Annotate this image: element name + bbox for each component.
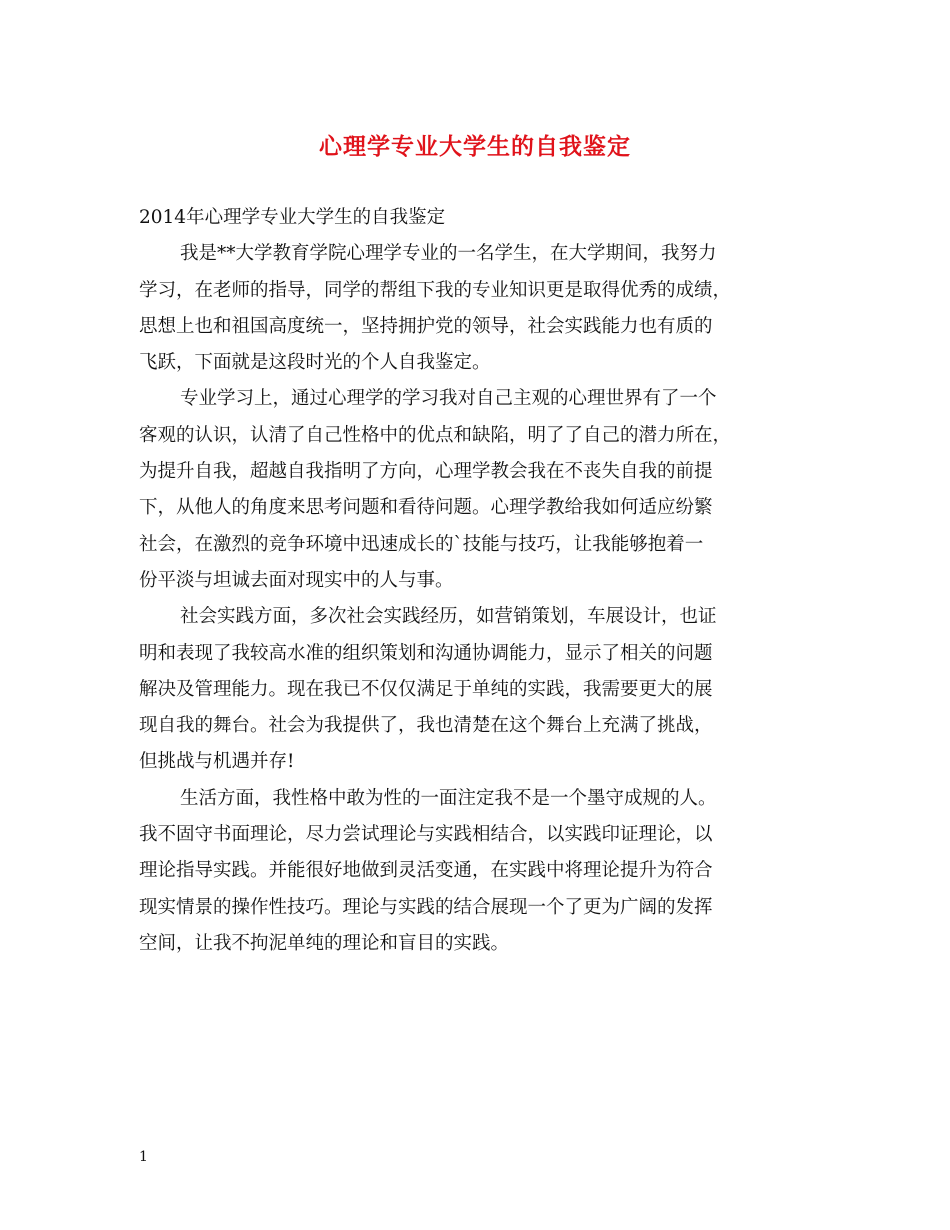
text-line: 解决及管理能力。现在我已不仅仅满足于单纯的实践，我需要更大的展	[139, 678, 713, 700]
text-line: 为提升自我，超越自我指明了方向，心理学教会我在不丧失自我的前提	[139, 461, 713, 483]
subtitle-line: 2014年心理学专业大学生的自我鉴定	[139, 207, 446, 228]
text-line: 现实情景的操作性技巧。理论与实践的结合展现一个了更为广阔的发挥	[139, 896, 713, 918]
text-line: 理论指导实践。并能很好地做到灵活变通，在实践中将理论提升为符合	[139, 860, 713, 882]
text-line: 下，从他人的角度来思考问题和看待问题。心理学教给我如何适应纷繁	[139, 497, 713, 519]
text-line: 飞跃，下面就是这段时光的个人自我鉴定。	[139, 352, 491, 374]
paragraph-lines	[139, 236, 819, 962]
text-line: 我不固守书面理论，尽力尝试理论与实践相结合，以实践印证理论，以	[139, 824, 713, 846]
text-line: 空间，让我不拘泥单纯的理论和盲目的实践。	[139, 932, 510, 954]
text-line: 生活方面，我性格中敢为性的一面注定我不是一个墨守成规的人。	[180, 787, 717, 809]
text-line: 我是**大学教育学院心理学专业的一名学生，在大学期间，我努力	[180, 243, 717, 265]
text-line: 明和表现了我较高水准的组织策划和沟通协调能力，显示了相关的问题	[139, 642, 713, 664]
document-body	[139, 200, 819, 962]
text-line: 现自我的舞台。社会为我提供了，我也清楚在这个舞台上充满了挑战，	[139, 715, 713, 737]
page-number: 1	[139, 1149, 148, 1165]
text-line: 社会，在激烈的竞争环境中迅速成长的`技能与技巧，让我能够抱着一	[139, 533, 704, 555]
text-line: 专业学习上，通过心理学的学习我对自己主观的心理世界有了一个	[180, 388, 717, 410]
text-line: 学习，在老师的指导，同学的帮组下我的专业知识更是取得优秀的成绩，	[139, 279, 732, 301]
text-line: 份平淡与坦诚去面对现实中的人与事。	[139, 569, 454, 591]
text-line: 但挑战与机遇并存!	[139, 751, 295, 773]
text-line: 社会实践方面，多次社会实践经历，如营销策划，车展设计，也证	[180, 606, 717, 628]
text-line: 思想上也和祖国高度统一，坚持拥护党的领导，社会实践能力也有质的	[139, 315, 713, 337]
text-line: 客观的认识，认清了自己性格中的优点和缺陷，明了了自己的潜力所在，	[139, 424, 732, 446]
document-title: 心理学专业大学生的自我鉴定	[319, 134, 631, 160]
